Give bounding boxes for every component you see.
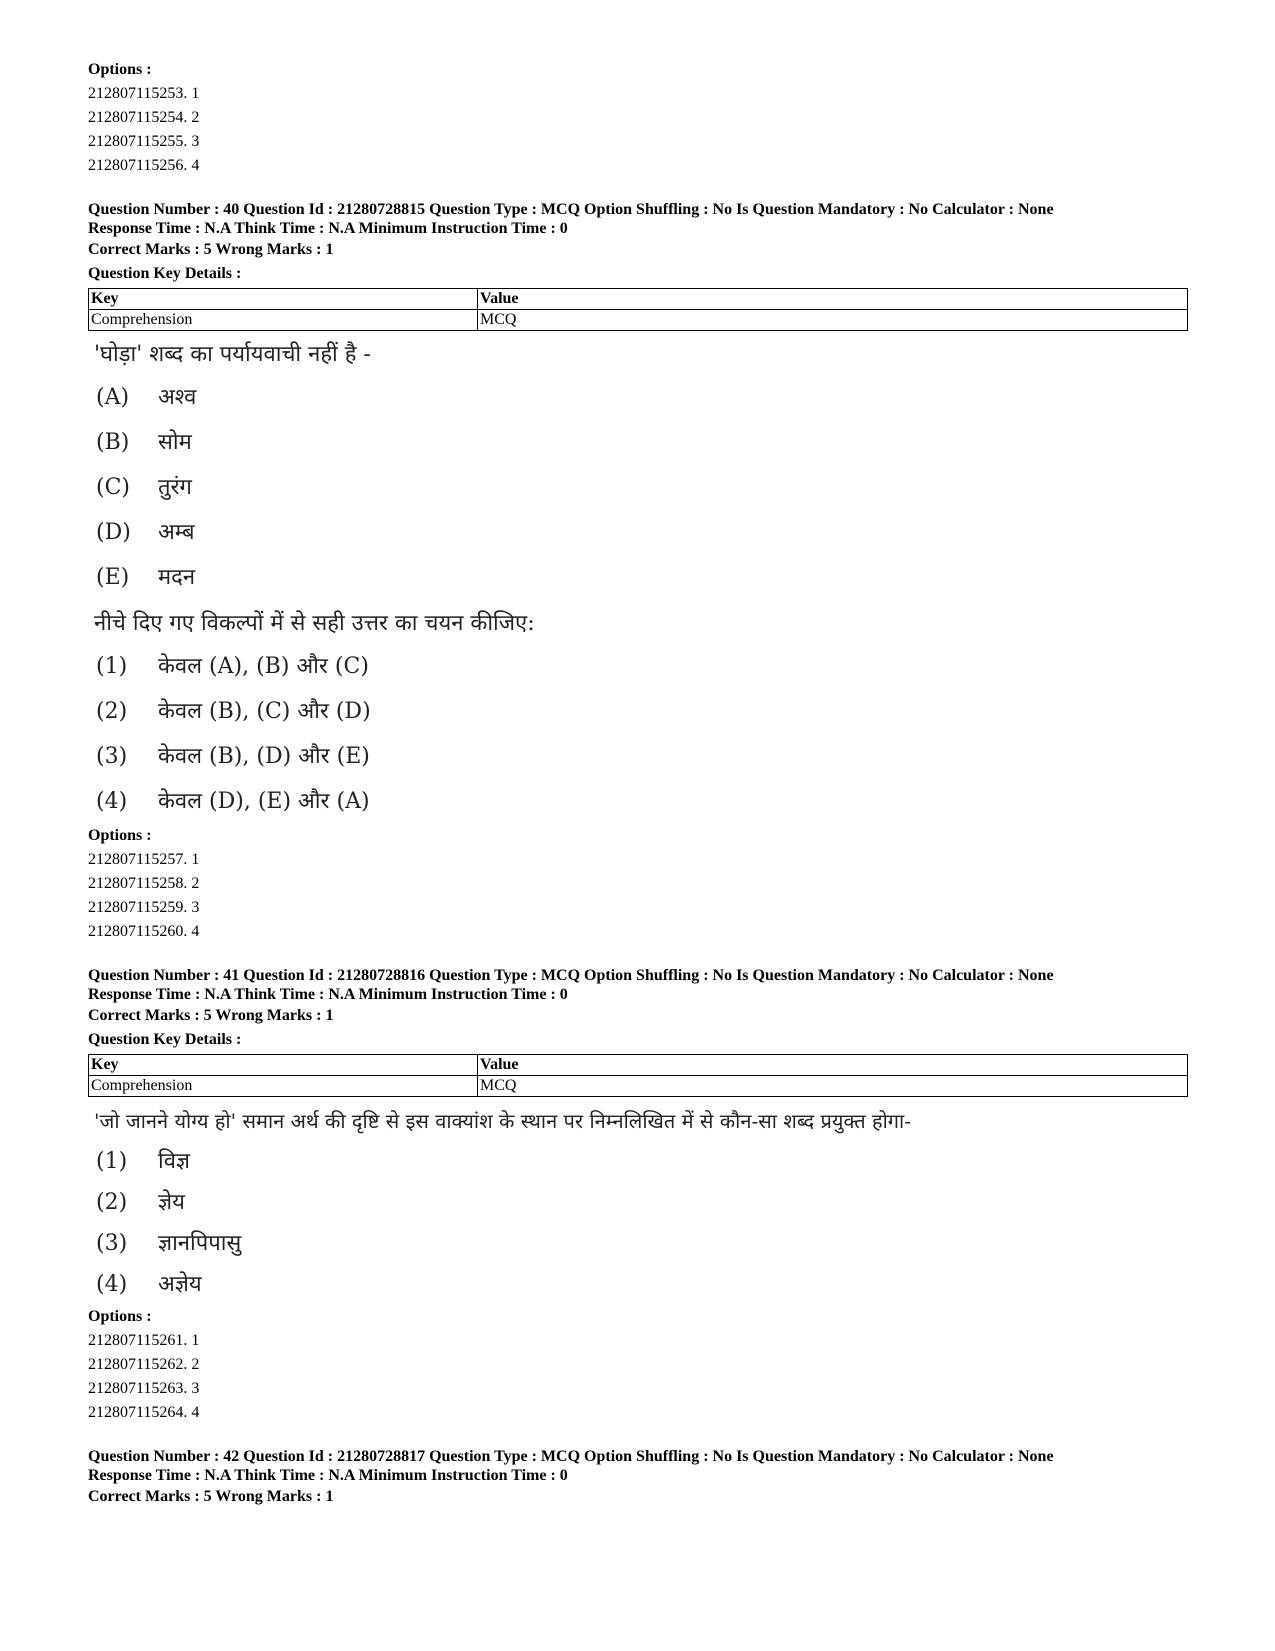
key-details-table <box>88 288 1188 331</box>
answer-item <box>88 779 1188 824</box>
option-item: 212807115263. 3 <box>88 1380 200 1397</box>
answer-item <box>88 1141 1188 1182</box>
option-item: 212807115258. 2 <box>88 875 200 892</box>
document-page <box>88 58 1188 1531</box>
choice-label: (A) <box>96 385 130 410</box>
key-details-label: Question Key Details : <box>88 265 242 282</box>
choice-label: (D) <box>96 520 131 545</box>
option-item: 212807115262. 2 <box>88 1356 200 1373</box>
question-marks: Correct Marks : 5 Wrong Marks : 1 <box>88 1488 334 1505</box>
answer-item <box>88 1182 1188 1223</box>
answer-text: केवल (B), (C) और (D) <box>158 699 371 724</box>
key-details-table <box>88 1054 1188 1097</box>
table-cell: Value <box>478 1055 1188 1076</box>
choice-text: अम्ब <box>158 520 195 545</box>
option-item: 212807115264. 4 <box>88 1404 200 1421</box>
question-timing: Response Time : N.A Think Time : N.A Minimum Instruction Time : 0 <box>88 1467 568 1484</box>
answer-label: (2) <box>96 1190 128 1215</box>
answer-item <box>88 1264 1188 1305</box>
answer-label: (3) <box>96 1231 128 1256</box>
answer-text: विज्ञ <box>158 1149 191 1174</box>
choice-item <box>88 555 1188 600</box>
table-cell: MCQ <box>478 1076 1188 1097</box>
answer-text: ज्ञेय <box>158 1190 185 1215</box>
question-instruction: नीचे दिए गए विकल्पों में से सही उत्तर का चयन कीजिए: <box>94 611 535 636</box>
choice-text: सोम <box>158 430 192 455</box>
answer-text: ज्ञानपिपासु <box>158 1231 242 1256</box>
answer-text: केवल (D), (E) और (A) <box>158 789 370 814</box>
answer-text: केवल (A), (B) और (C) <box>158 654 369 679</box>
choice-item <box>88 465 1188 510</box>
table-cell: Key <box>89 289 478 310</box>
option-item: 212807115253. 1 <box>88 85 200 102</box>
table-cell: Comprehension <box>89 310 478 331</box>
question-40 <box>88 200 1188 944</box>
choice-label: (C) <box>96 475 130 500</box>
table-cell: Value <box>478 289 1188 310</box>
option-item: 212807115261. 1 <box>88 1332 200 1349</box>
choice-label: (E) <box>96 565 130 590</box>
answer-text: अज्ञेय <box>158 1272 202 1297</box>
choice-item <box>88 375 1188 420</box>
question-marks: Correct Marks : 5 Wrong Marks : 1 <box>88 1007 334 1024</box>
table-header-row <box>89 1055 1188 1076</box>
choice-item <box>88 420 1188 465</box>
choice-label: (B) <box>96 430 130 455</box>
question-timing: Response Time : N.A Think Time : N.A Minimum Instruction Time : 0 <box>88 986 568 1003</box>
choice-text: तुरंग <box>158 475 192 500</box>
question-header: Question Number : 41 Question Id : 21280728816 Question Type : MCQ Option Shuffling : No Is Question Mandatory : No Calculator : None <box>88 967 1054 984</box>
answer-label: (4) <box>96 789 128 814</box>
option-item: 212807115255. 3 <box>88 133 200 150</box>
question-stem: 'घोड़ा' शब्द का पर्यायवाची नहीं है - <box>94 342 371 367</box>
answer-label: (3) <box>96 744 128 769</box>
option-item: 212807115257. 1 <box>88 851 200 868</box>
question-stem: 'जो जानने योग्य हो' समान अर्थ की दृष्टि से इस वाक्यांश के स्थान पर निम्नलिखित में से कौन-सा शब्द प्रयुक्त होगा- <box>94 1109 911 1133</box>
question-42 <box>88 1447 1188 1509</box>
question-header: Question Number : 42 Question Id : 21280728817 Question Type : MCQ Option Shuffling : No Is Question Mandatory : No Calculator : None <box>88 1448 1054 1465</box>
choice-item <box>88 510 1188 555</box>
question-timing: Response Time : N.A Think Time : N.A Minimum Instruction Time : 0 <box>88 220 568 237</box>
table-cell: MCQ <box>478 310 1188 331</box>
table-header-row <box>89 289 1188 310</box>
choice-text: मदन <box>158 565 196 590</box>
table-cell: Key <box>89 1055 478 1076</box>
option-item: 212807115260. 4 <box>88 923 200 940</box>
choice-text: अश्व <box>158 385 197 410</box>
question-header: Question Number : 40 Question Id : 21280728815 Question Type : MCQ Option Shuffling : No Is Question Mandatory : No Calculator : None <box>88 201 1054 218</box>
table-row <box>89 1076 1188 1097</box>
answer-label: (1) <box>96 1149 128 1174</box>
option-item: 212807115259. 3 <box>88 899 200 916</box>
answer-label: (2) <box>96 699 128 724</box>
question-marks: Correct Marks : 5 Wrong Marks : 1 <box>88 241 334 258</box>
prev-options-block <box>88 58 1188 178</box>
table-cell: Comprehension <box>89 1076 478 1097</box>
answer-item <box>88 734 1188 779</box>
options-title: Options : <box>88 1308 152 1325</box>
answer-label: (4) <box>96 1272 128 1297</box>
question-41 <box>88 966 1188 1425</box>
option-item: 212807115256. 4 <box>88 157 200 174</box>
answer-label: (1) <box>96 654 128 679</box>
option-item: 212807115254. 2 <box>88 109 200 126</box>
options-title: Options : <box>88 61 152 78</box>
answer-text: केवल (B), (D) और (E) <box>158 744 370 769</box>
answer-item <box>88 644 1188 689</box>
options-title: Options : <box>88 827 152 844</box>
table-row <box>89 310 1188 331</box>
answer-item <box>88 689 1188 734</box>
answer-item <box>88 1223 1188 1264</box>
key-details-label: Question Key Details : <box>88 1031 242 1048</box>
